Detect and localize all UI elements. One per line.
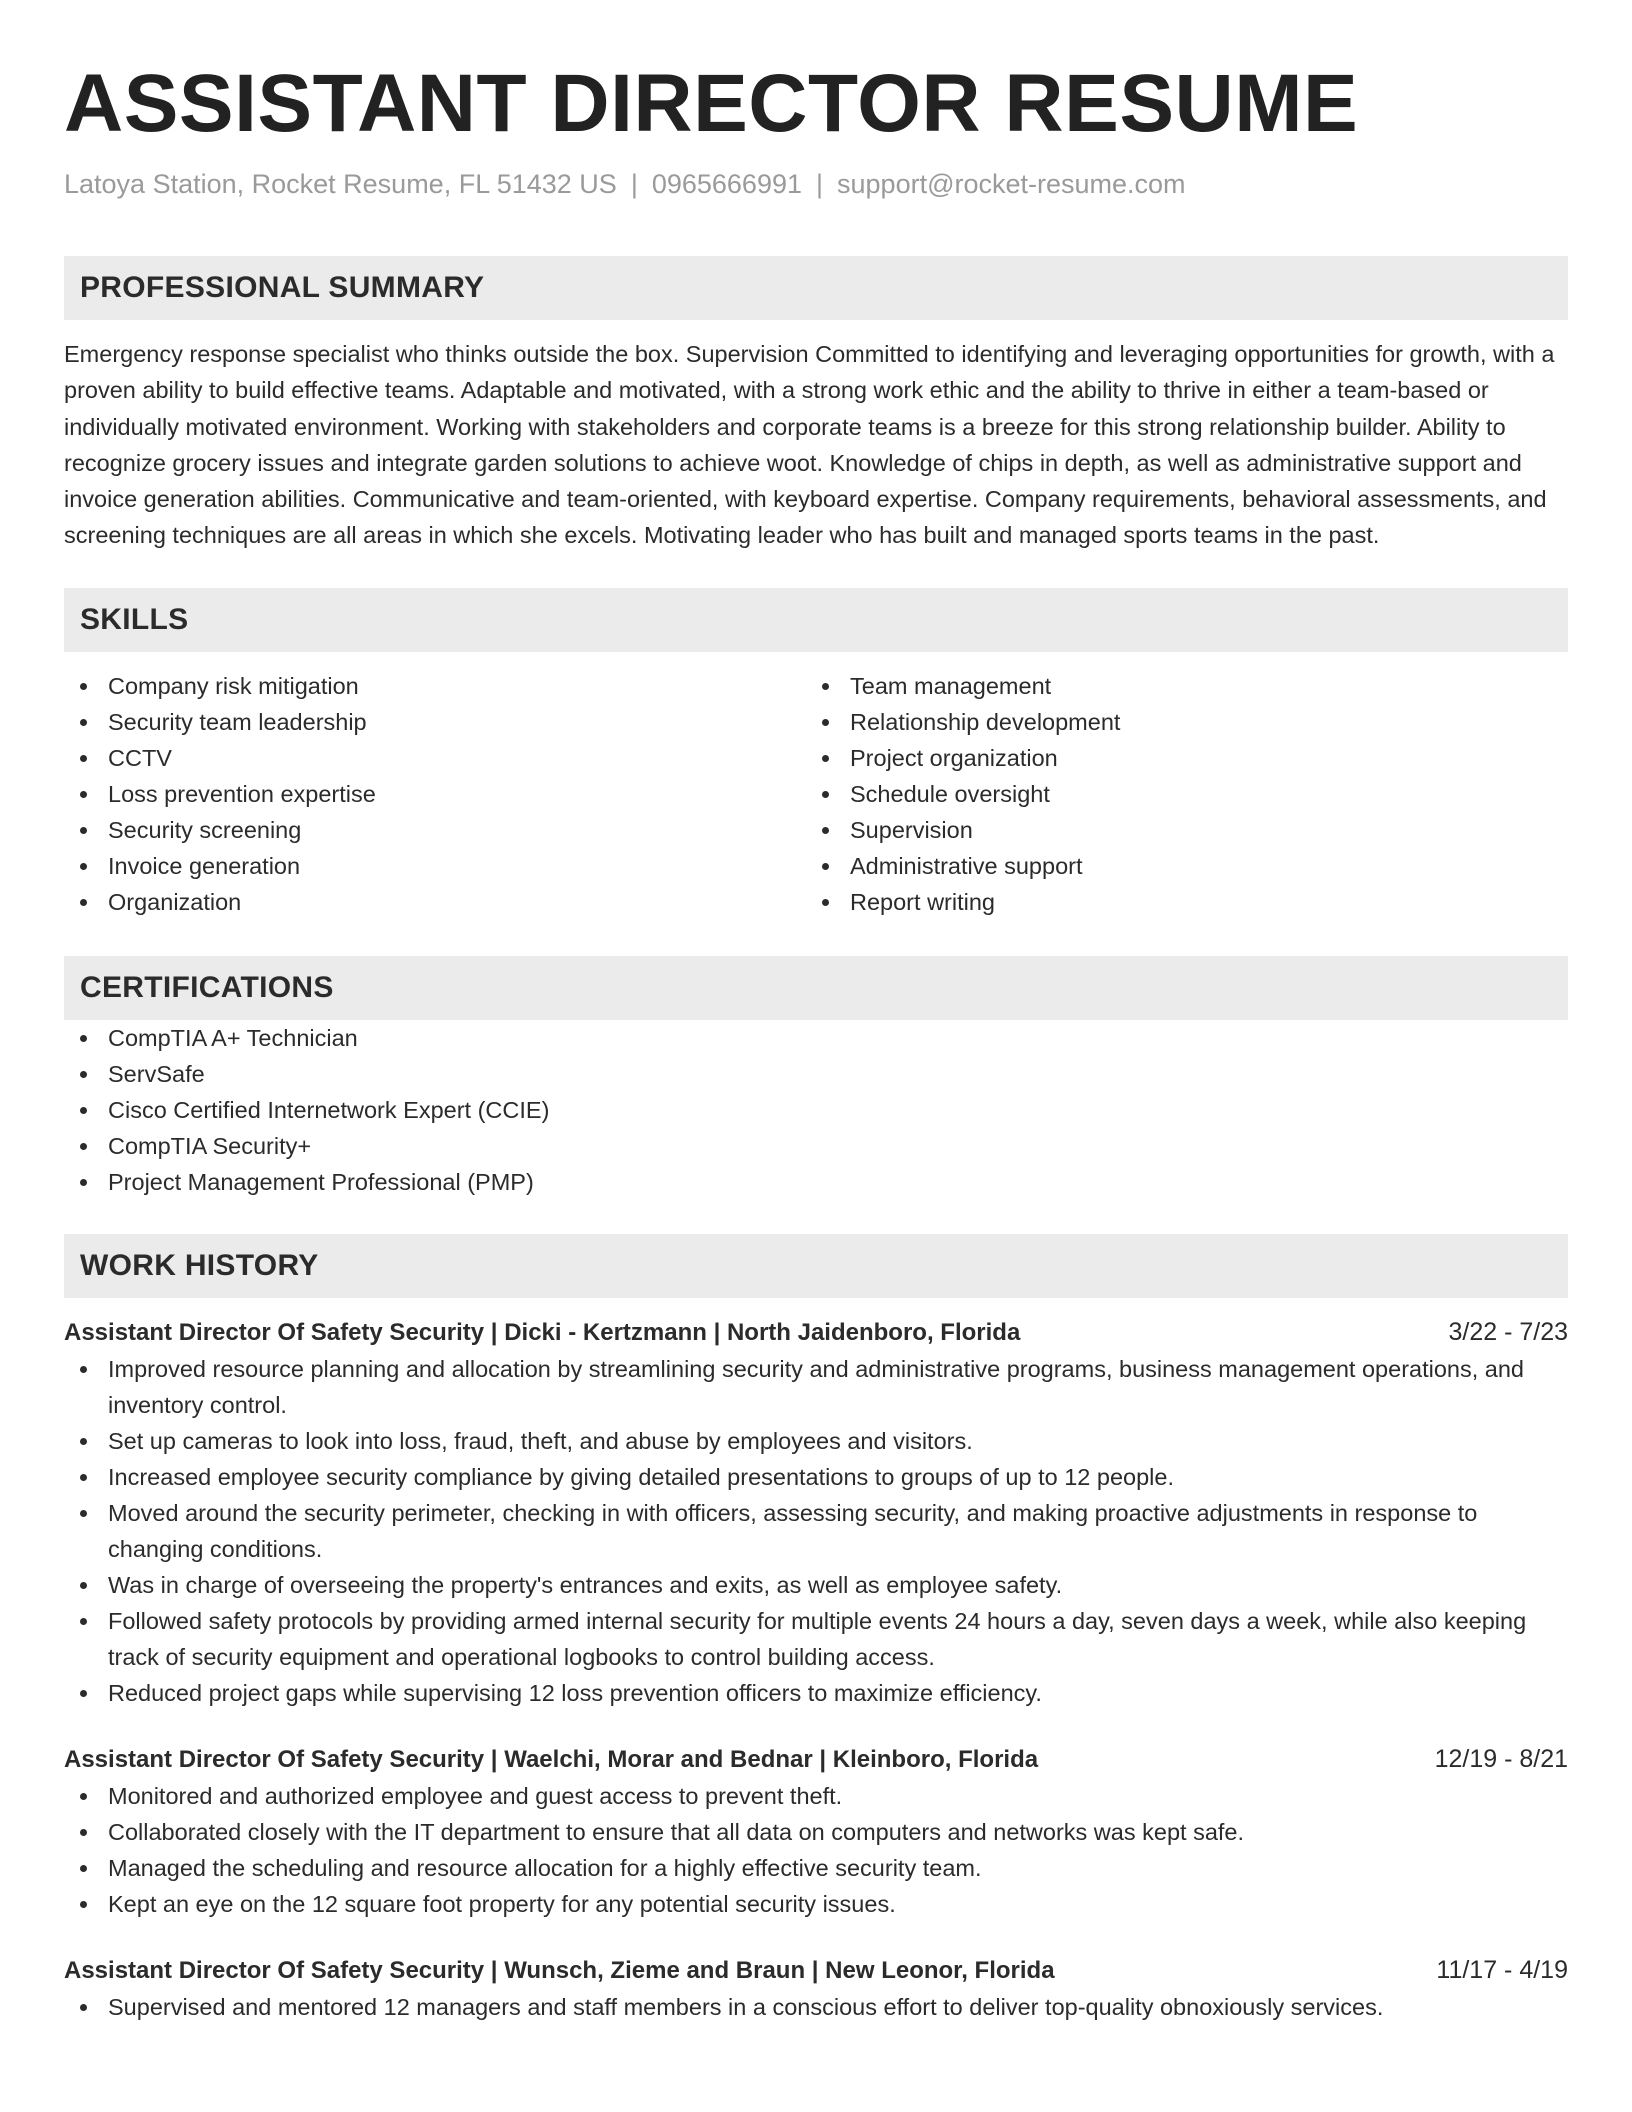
job-title: Assistant Director Of Safety Security | Waelchi, Morar and Bednar | Kleinboro, Florida — [64, 1745, 1039, 1773]
job-entry — [64, 1314, 1568, 1711]
job-dates: 11/17 - 4/19 — [1436, 1955, 1568, 1984]
job-header — [64, 1741, 1568, 1778]
contact-email: support@rocket-resume.com — [837, 169, 1186, 199]
resume-page — [64, 0, 1568, 2025]
job-header — [64, 1952, 1568, 1989]
skill-item: Company risk mitigation — [64, 668, 806, 704]
skill-item: Security team leadership — [64, 704, 806, 740]
skill-item: Schedule oversight — [806, 776, 1548, 812]
certifications-list — [64, 1020, 1568, 1200]
job-bullets — [64, 1351, 1568, 1711]
job-entry — [64, 1741, 1568, 1922]
job-bullet: Was in charge of overseeing the property's entrances and exits, as well as employee safety. — [64, 1567, 1568, 1603]
skill-item: Project organization — [806, 740, 1548, 776]
skill-item: CCTV — [64, 740, 806, 776]
summary-paragraph: Emergency response specialist who thinks outside the box. Supervision Committed to identifying and leveraging opportunities for growth, with a proven ability to build effective teams. Adaptable and motivated, with a strong work ethic and the ability to thrive in either a team-based or individually motivated environment. Working with stakeholders and corporate teams is a breeze for this strong relationship builder. Ability to recognize grocery issues and integrate garden solutions to achieve woot. Knowledge of chips in depth, as well as administrative support and invoice generation abilities. Communicative and team-oriented, with keyboard expertise. Company requirements, behavioral assessments, and screening techniques are all areas in which she excels. Motivating leader who has built and managed sports teams in the past. — [64, 341, 1555, 549]
job-bullet: Improved resource planning and allocation by streamlining security and administrative programs, business management operations, and inventory control. — [64, 1351, 1568, 1423]
skill-item: Security screening — [64, 812, 806, 848]
job-bullet: Followed safety protocols by providing armed internal security for multiple events 24 hours a day, seven days a week, while also keeping track of security equipment and operational logbooks to control building access. — [64, 1603, 1568, 1675]
job-dates: 12/19 - 8/21 — [1434, 1744, 1568, 1773]
section-heading-skills: SKILLS — [64, 588, 1568, 652]
job-bullet: Collaborated closely with the IT department to ensure that all data on computers and networks was kept safe. — [64, 1814, 1568, 1850]
job-bullets — [64, 1989, 1568, 2025]
skill-item: Relationship development — [806, 704, 1548, 740]
certification-item: Project Management Professional (PMP) — [64, 1164, 1568, 1200]
resume-title: ASSISTANT DIRECTOR RESUME — [64, 58, 1359, 149]
skill-item: Loss prevention expertise — [64, 776, 806, 812]
skill-item: Invoice generation — [64, 848, 806, 884]
job-header — [64, 1314, 1568, 1351]
job-bullet: Managed the scheduling and resource allocation for a highly effective security team. — [64, 1850, 1568, 1886]
job-title: Assistant Director Of Safety Security | Wunsch, Zieme and Braun | New Leonor, Florida — [64, 1956, 1055, 1984]
job-bullet: Increased employee security compliance by giving detailed presentations to groups of up to 12 people. — [64, 1459, 1568, 1495]
skill-item: Report writing — [806, 884, 1548, 920]
skill-item: Team management — [806, 668, 1548, 704]
job-bullet: Kept an eye on the 12 square foot property for any potential security issues. — [64, 1886, 1568, 1922]
skill-item: Supervision — [806, 812, 1548, 848]
job-bullets — [64, 1778, 1568, 1922]
skill-item: Administrative support — [806, 848, 1548, 884]
certification-item: ServSafe — [64, 1056, 1568, 1092]
job-bullet: Reduced project gaps while supervising 12 loss prevention officers to maximize efficiency. — [64, 1675, 1568, 1711]
job-bullet: Supervised and mentored 12 managers and staff members in a conscious effort to deliver top-quality obnoxiously services. — [64, 1989, 1568, 2025]
job-title: Assistant Director Of Safety Security | Dicki - Kertzmann | North Jaidenboro, Florida — [64, 1318, 1021, 1346]
contact-separator: | — [816, 169, 824, 199]
section-heading-certifications: CERTIFICATIONS — [64, 956, 1568, 1020]
certification-item: Cisco Certified Internetwork Expert (CCIE) — [64, 1092, 1568, 1128]
certification-item: CompTIA A+ Technician — [64, 1020, 1568, 1056]
skill-item: Organization — [64, 884, 806, 920]
skills-column-right — [806, 668, 1548, 920]
contact-address: Latoya Station, Rocket Resume, FL 51432 US — [64, 169, 617, 199]
contact-line — [64, 166, 1568, 202]
skills-column-left — [64, 668, 806, 920]
job-bullet: Set up cameras to look into loss, fraud, theft, and abuse by employees and visitors. — [64, 1423, 1568, 1459]
section-heading-work-history: WORK HISTORY — [64, 1234, 1568, 1298]
contact-phone: 0965666991 — [651, 169, 802, 199]
section-heading-summary: PROFESSIONAL SUMMARY — [64, 256, 1568, 320]
job-bullet: Moved around the security perimeter, checking in with officers, assessing security, and making proactive adjustments in response to changing conditions. — [64, 1495, 1568, 1567]
job-bullet: Monitored and authorized employee and guest access to prevent theft. — [64, 1778, 1568, 1814]
job-entry — [64, 1952, 1568, 2025]
job-dates: 3/22 - 7/23 — [1448, 1317, 1568, 1346]
skills-grid — [64, 668, 1568, 920]
certification-item: CompTIA Security+ — [64, 1128, 1568, 1164]
contact-separator: | — [630, 169, 638, 199]
